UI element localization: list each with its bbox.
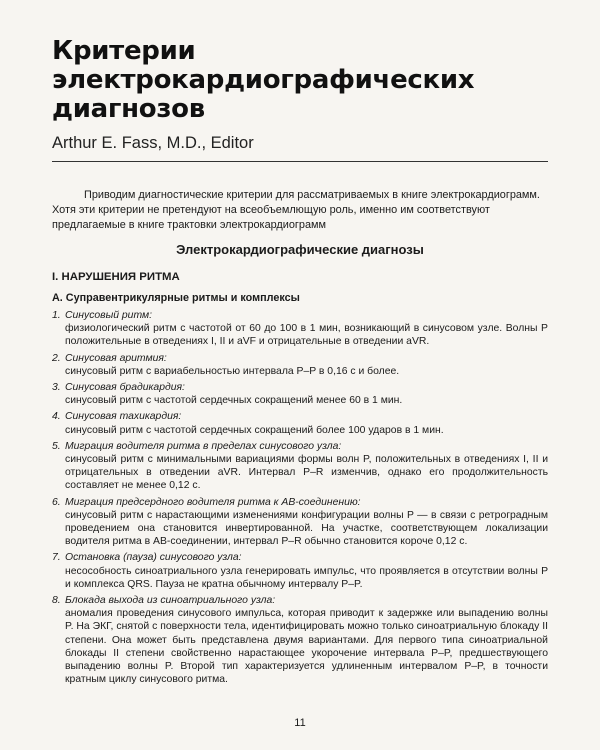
item-number: 4.: [52, 411, 61, 423]
page-number: 11: [294, 717, 306, 729]
item-number: 6.: [52, 496, 61, 508]
item-heading: Синусовая брадикардия:: [65, 382, 185, 394]
criteria-item: [52, 309, 548, 349]
item-text: синусовый ритм с частотой сердечных сокращений более 100 ударов в 1 мин.: [65, 424, 444, 436]
page-title: Критерии электрокардиографических диагнозов: [52, 36, 475, 124]
item-heading: Миграция водителя ритма в пределах синусового узла:: [65, 440, 342, 452]
item-number: 3.: [52, 382, 61, 394]
item-heading: Остановка (пауза) синусового узла:: [65, 552, 242, 564]
item-heading: Синусовая аритмия:: [65, 352, 167, 364]
item-heading: Синусовый ритм:: [65, 310, 153, 321]
criteria-item: [52, 440, 548, 493]
item-number: 8.: [52, 595, 61, 607]
criteria-list: [52, 309, 548, 689]
item-text: синусовый ритм с вариабельностью интервала P–P в 0,16 с и более.: [65, 365, 400, 377]
item-heading: Миграция предсердного водителя ритма к AB-соединению:: [65, 496, 361, 508]
item-text: несособность синоатриального узла генерировать импульс, что проявляется в отсутствии волны P и комплекса QRS. Пауза не кратна обычному интервалу P–P.: [65, 565, 548, 590]
intro-text: Приводим диагностические критерии для рассматриваемых в книге электрокардиограмм. Хотя эти критерии не претендуют на всеобъемлющую роль, именно им соответствуют предлагаемые в книге трактовки электрокардиограмм: [52, 189, 540, 231]
criteria-item: [52, 551, 548, 591]
intro-paragraph: [52, 188, 548, 233]
item-text: аномалия проведения синусового импульса, которая приводит к задержке или выпадению волны P. На ЭКГ, снятой с поверхности тела, идентифицировать можно только синоатриальную блокаду II степени. Она может быть представлена двумя вариантами. Для первого типа синоатриальной блокады II степени свойственно нарастающее укорочение интервала P–P, предшествующего выпадению волны P. Второй тип характеризуется удлиненным интервалом P–P, в точности кратным циклу синусового ритма.: [65, 608, 548, 686]
item-heading: Синусовая тахикардия:: [65, 411, 182, 423]
item-text: синусовый ритм с нарастающими изменениями конфигурации волны P — в связи с ретроградным проведением она становится инвертированной. На участке, соответствующем локализации водителя ритма в AB-соединении, интервал P–R обычно становится короче 0,12 с.: [65, 509, 548, 548]
section-title: Электрокардиографические диагнозы: [176, 242, 424, 257]
item-number: 7.: [52, 552, 61, 564]
item-number: 1.: [52, 310, 61, 321]
item-text: синусовый ритм с минимальными вариациями формы волн P, положительных в отведениях I, II и отрицательных в отведении aVR. Интервал P–R изменчив, однако его продолжительность составляет не менее 0,12 с.: [65, 454, 548, 492]
item-number: 2.: [52, 352, 61, 364]
item-number: 5.: [52, 440, 61, 452]
criteria-item: [52, 496, 548, 549]
author-line: Arthur E. Fass, M.D., Editor: [52, 134, 254, 152]
criteria-item: [52, 594, 548, 686]
item-text: синусовый ритм с частотой сердечных сокращений менее 60 в 1 мин.: [65, 395, 403, 407]
subsection-title: А. Суправентрикулярные ритмы и комплексы: [52, 292, 300, 304]
criteria-item: [52, 410, 548, 436]
item-text: физиологический ритм с частотой от 60 до 100 в 1 мин, возникающий в синусовом узле. Волны P положительные в отведениях I, II и aVF и отрицательные в отведении aVR.: [65, 323, 548, 348]
part-title: I. НАРУШЕНИЯ РИТМА: [52, 271, 180, 283]
criteria-item: [52, 352, 548, 378]
title-divider: [52, 161, 548, 162]
criteria-item: [52, 381, 548, 407]
item-heading: Блокада выхода из синоатриального узла:: [65, 595, 276, 607]
